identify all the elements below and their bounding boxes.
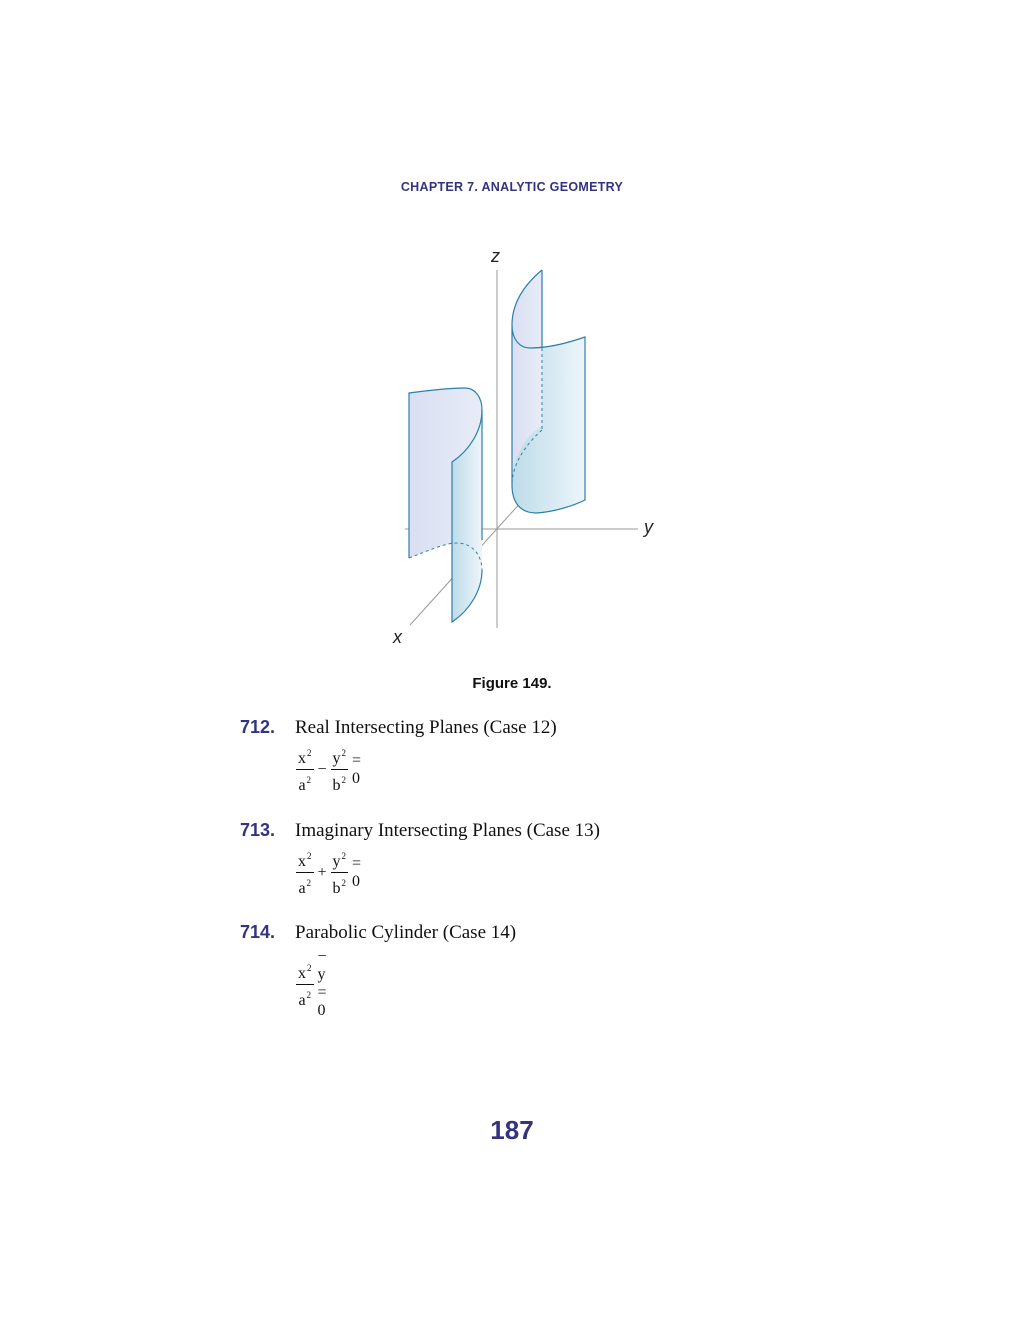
operator: − [317,760,327,778]
surface-right [512,270,585,513]
figure-parabolic-cylinder [380,240,680,650]
formula [295,846,364,899]
rhs: = 0 [352,751,362,787]
item-title: Parabolic Cylinder (Case 14) [295,922,517,943]
formula [295,948,330,1020]
item-title: Real Intersecting Planes (Case 12) [295,717,557,738]
formula [295,743,364,796]
y-axis-label: y [644,517,653,537]
z-axis-label: z [491,246,500,266]
rhs: = 0 [352,854,362,890]
figure-diagram [380,240,680,650]
item-number: 713. [240,820,276,840]
fraction: $\frac{x^2}{a^2}$ [296,958,314,1011]
fraction: $\frac{x^2}{a^2}$ [296,743,314,796]
item-number: 712. [240,717,276,737]
item-number: 714. [240,922,276,942]
rhs: − y = 0 [317,948,327,1019]
fraction: $\frac{x^2}{a^2}$ [296,846,314,899]
operator: + [317,863,327,881]
fraction: $\frac{y^2}{b^2}$ [331,846,349,899]
fraction: $\frac{y^2}{b^2}$ [331,743,349,796]
chapter-header: CHAPTER 7. ANALYTIC GEOMETRY [400,180,624,194]
surface-left [409,388,482,622]
item-title: Imaginary Intersecting Planes (Case 13) [295,820,600,841]
figure-caption: Figure 149. [472,675,552,692]
page-number: 187 [490,1115,534,1145]
x-axis-label: x [393,627,402,647]
